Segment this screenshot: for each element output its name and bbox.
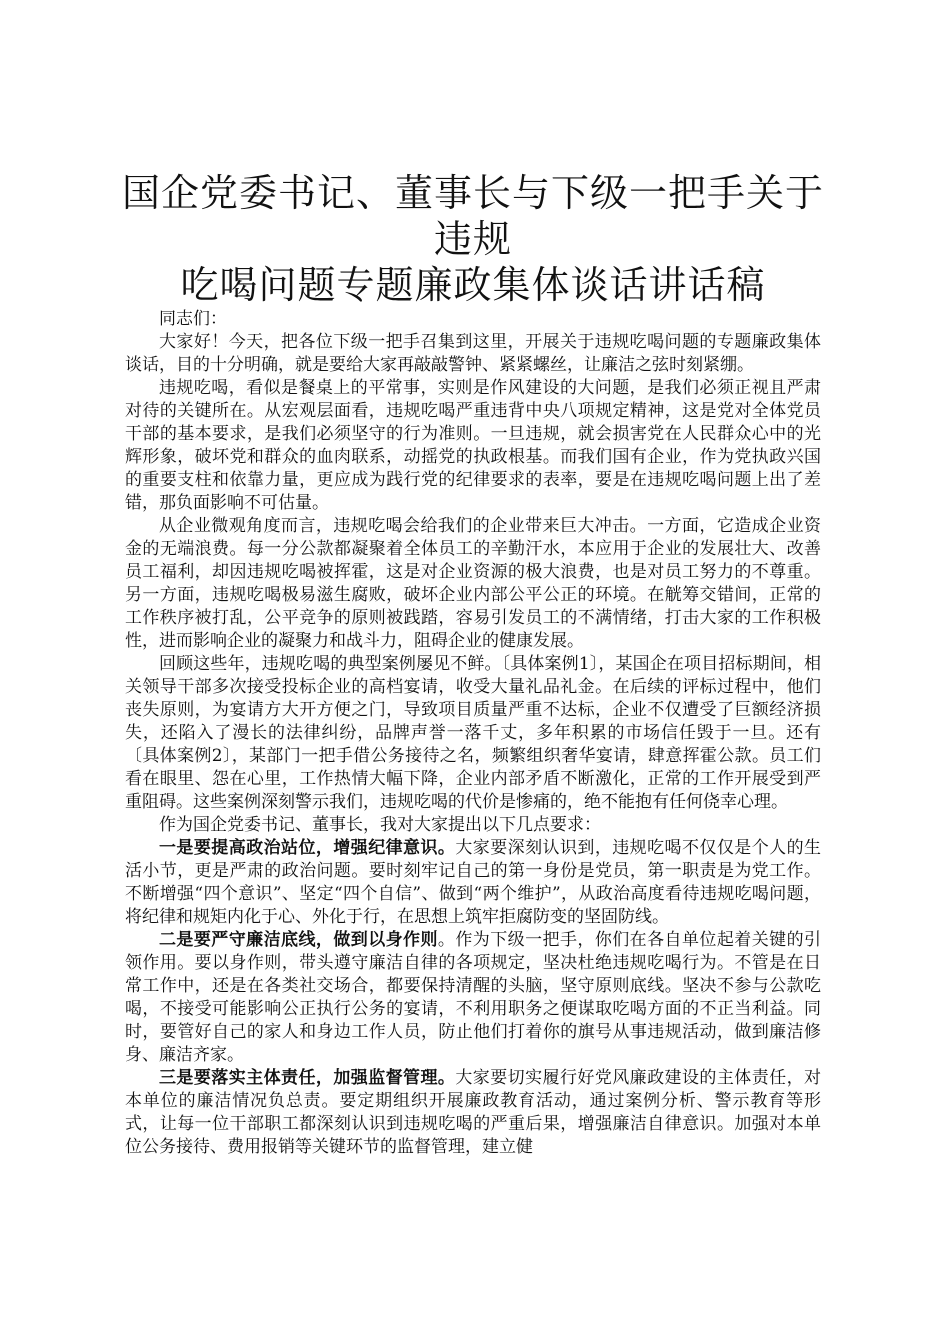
requirement-2 — [125, 929, 821, 1067]
requirement-2-text: 。作为下级一把手，你们在各自单位起着关键的引领作用。要以身作则，带头遵守廉洁自律的各项规定，坚决杜绝违规吃喝行为。不管是在日常工作中，还是在各类社交场合，都要保持清醒的头脑，坚守原则底线。坚决不参与公款吃喝，不接受可能影响公正执行公务的宴请，不利用职务之便谋取吃喝方面的不正当利益。同时，要管好自己的家人和身边工作人员，防止他们打着你的旗号从事违规活动，做到廉洁修身、廉洁齐家。 — [125, 930, 822, 1065]
paragraph-macro-view: 违规吃喝，看似是餐桌上的平常事，实则是作风建设的大问题，是我们必须正视且严肃对待的关键所在。从宏观层面看，违规吃喝严重违背中央八项规定精神，这是党对全体党员干部的基本要求，是我们必须坚守的行为准则。一旦违规，就会损害党在人民群众心中的光辉形象，破坏党和群众的血肉联系，动摇党的执政根基。而我们国有企业，作为党执政兴国的重要支柱和依靠力量，更应成为践行党的纪律要求的表率，要是在违规吃喝问题上出了差错，那负面影响不可估量。 — [125, 378, 821, 513]
paragraph-requirements-intro: 作为国企党委书记、董事长，我对大家提出以下几点要求： — [159, 815, 601, 835]
title-line-1: 国企党委书记、董事长与下级一把手关于违规 — [121, 171, 824, 261]
paragraph-micro-view: 从企业微观角度而言，违规吃喝会给我们的企业带来巨大冲击。一方面，它造成企业资金的无端浪费。每一分公款都凝聚着全体员工的辛勤汗水，本应用于企业的发展壮大、改善员工福利，却因违规吃喝被挥霍，这是对企业资源的极大浪费，也是对员工努力的不尊重。另一方面，违规吃喝极易滋生腐败，破坏企业内部公平公正的环境。在觥筹交错间，正常的工作秩序被打乱，公平竞争的原则被践踏，容易引发员工的不满情绪，打击大家的工作积极性，进而影响企业的凝聚力和战斗力，阻碍企业的健康发展。 — [125, 516, 821, 651]
paragraph-intro: 大家好！今天，把各位下级一把手召集到这里，开展关于违规吃喝问题的专题廉政集体谈话，目的十分明确，就是要给大家再敲敲警钟、紧紧螺丝，让廉洁之弦时刻紧绷。 — [125, 332, 821, 375]
requirement-3-lead: 三是要落实主体责任，加强监督管理。 — [159, 1068, 456, 1088]
requirement-1-lead: 一是要提高政治站位，增强纪律意识。 — [159, 838, 456, 858]
requirement-2-lead: 二是要严守廉洁底线，做到以身作则 — [159, 930, 438, 950]
salutation: 同志们： — [159, 309, 227, 329]
paragraph-cases: 回顾这些年，违规吃喝的典型案例屡见不鲜。〔具体案例1〕，某国企在项目招标期间，相关领导干部多次接受投标企业的高档宴请，收受大量礼品礼金。在后续的评标过程中，他们丧失原则，为宴请方大开方便之门，导致项目质量严重不达标，企业不仅遭受了巨额经济损失，还陷入了漫长的法律纠纷，品牌声誉一落千丈，多年积累的市场信任毁于一旦。还有〔具体案例2〕，某部门一把手借公务接待之名，频繁组织奢华宴请，肆意挥霍公款。员工们看在眼里、怨在心里，工作热情大幅下降，企业内部矛盾不断激化，正常的工作开展受到严重阻碍。这些案例深刻警示我们，违规吃喝的代价是惨痛的，绝不能抱有任何侥幸心理。 — [125, 654, 821, 812]
document-body — [125, 308, 821, 1159]
title-line-2: 吃喝问题专题廉政集体谈话讲话稿 — [180, 263, 766, 307]
requirement-1-text: 大家要深刻认识到，违规吃喝不仅仅是个人的生活小节，更是严肃的政治问题。要时刻牢记自己的第一身份是党员，第一职责是为党工作。不断增强“四个意识”、坚定“四个自信”、做到“两个维护”，从政治高度看待违规吃喝问题，将纪律和规矩内化于心、外化于行，在思想上筑牢拒腐防变的坚固防线。 — [125, 838, 822, 927]
document-page — [121, 170, 824, 1159]
document-title — [115, 170, 831, 308]
requirement-1 — [125, 837, 821, 929]
requirement-3 — [125, 1067, 821, 1159]
requirement-3-text: 大家要切实履行好党风廉政建设的主体责任，对本单位的廉洁情况负总责。要定期组织开展廉政教育活动，通过案例分析、警示教育等形式，让每一位干部职工都深刻认识到违规吃喝的严重后果，增强廉洁自律意识。加强对本单位公务接待、费用报销等关键环节的监督管理，建立健 — [125, 1068, 822, 1157]
